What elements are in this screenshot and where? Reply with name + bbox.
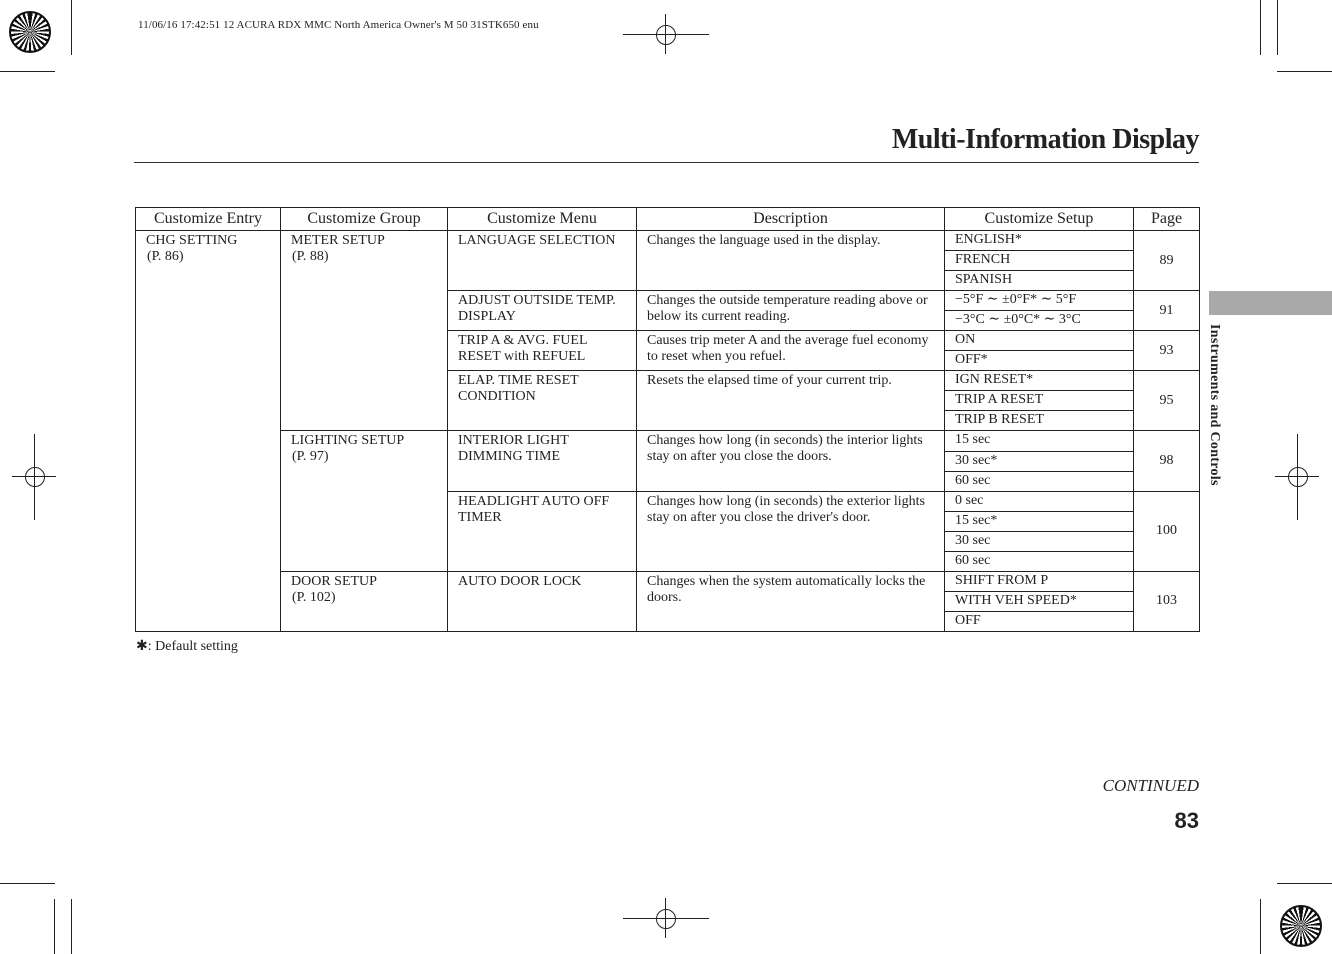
continued-label: CONTINUED (1102, 776, 1199, 795)
group-name: LIGHTING SETUP (291, 433, 405, 449)
description-cell: Changes how long (in seconds) the exterior lights stay on after you close the driver's door. (637, 491, 945, 571)
group-page-ref: (P. 102) (292, 589, 336, 605)
header-description: Description (637, 208, 945, 231)
setup-option: ENGLISH* (945, 231, 1134, 251)
group-cell-meter-setup (281, 231, 448, 431)
page-cell: 95 (1134, 371, 1200, 431)
group-page-ref: (P. 97) (292, 449, 329, 465)
group-name: METER SETUP (291, 233, 385, 248)
header-customize-setup: Customize Setup (945, 208, 1134, 231)
setup-option: FRENCH (945, 251, 1134, 271)
entry-page-ref: (P. 86) (147, 249, 184, 264)
description-cell: Changes how long (in seconds) the interior lights stay on after you close the doors. (637, 431, 945, 491)
header-customize-group: Customize Group (281, 208, 448, 231)
default-setting-footnote: ✱: Default setting (136, 639, 238, 654)
menu-cell: ELAP. TIME RESET CONDITION (448, 371, 637, 431)
setup-option: TRIP B RESET (945, 411, 1134, 431)
menu-cell: INTERIOR LIGHT DIMMING TIME (448, 431, 637, 491)
page-cell: 89 (1134, 231, 1200, 291)
description-cell: Changes when the system automatically locks the doors. (637, 571, 945, 631)
table-row (136, 231, 1200, 251)
setup-option: 30 sec* (945, 451, 1134, 471)
menu-cell: TRIP A & AVG. FUEL RESET with REFUEL (448, 331, 637, 371)
setup-option: SPANISH (945, 271, 1134, 291)
menu-cell: LANGUAGE SELECTION (448, 231, 637, 291)
page-cell: 91 (1134, 291, 1200, 331)
setup-option: 60 sec (945, 551, 1134, 571)
header-customize-entry: Customize Entry (136, 208, 281, 231)
section-tab-label: Instruments and Controls (1207, 324, 1222, 486)
page-cell: 93 (1134, 331, 1200, 371)
setup-option: ON (945, 331, 1134, 351)
page-cell: 98 (1134, 431, 1200, 491)
setup-option: −5°F ∼ ±0°F* ∼ 5°F (945, 291, 1134, 311)
setup-option: −3°C ∼ ±0°C* ∼ 3°C (945, 311, 1134, 331)
menu-cell: HEADLIGHT AUTO OFF TIMER (448, 491, 637, 571)
table-row (136, 571, 1200, 591)
setup-option: 0 sec (945, 491, 1134, 511)
menu-cell: AUTO DOOR LOCK (448, 571, 637, 631)
description-cell: Changes the outside temperature reading above or below its current reading. (637, 291, 945, 331)
table-row (136, 431, 1200, 451)
print-header: 11/06/16 17:42:51 12 ACURA RDX MMC North America Owner's M 50 31STK650 enu (138, 19, 539, 31)
group-cell-lighting-setup (281, 431, 448, 571)
setup-option: OFF* (945, 351, 1134, 371)
description-cell: Causes trip meter A and the average fuel economy to reset when you refuel. (637, 331, 945, 371)
description-cell: Resets the elapsed time of your current trip. (637, 371, 945, 431)
menu-cell: ADJUST OUTSIDE TEMP. DISPLAY (448, 291, 637, 331)
setup-option: 60 sec (945, 471, 1134, 491)
title-rule (134, 162, 1199, 163)
entry-name: CHG SETTING (146, 233, 238, 248)
group-page-ref: (P. 88) (292, 249, 329, 264)
table-header-row (136, 208, 1200, 231)
section-tab (1209, 291, 1332, 315)
setup-option: WITH VEH SPEED* (945, 591, 1134, 611)
setup-option: 30 sec (945, 531, 1134, 551)
setup-option: 15 sec* (945, 511, 1134, 531)
setup-option: IGN RESET* (945, 371, 1134, 391)
group-cell-door-setup (281, 571, 448, 631)
setup-option: 15 sec (945, 431, 1134, 451)
customize-table (135, 207, 1200, 632)
page-number: 83 (1174, 808, 1199, 833)
page-cell: 103 (1134, 571, 1200, 631)
page-cell: 100 (1134, 491, 1200, 571)
group-name: DOOR SETUP (291, 573, 377, 589)
setup-option: SHIFT FROM P (945, 571, 1134, 591)
page-title: Multi-Information Display (891, 124, 1199, 155)
description-cell: Changes the language used in the display. (637, 231, 945, 291)
customize-entry-cell (136, 231, 281, 632)
setup-option: TRIP A RESET (945, 391, 1134, 411)
header-customize-menu: Customize Menu (448, 208, 637, 231)
header-page: Page (1134, 208, 1200, 231)
setup-option: OFF (945, 611, 1134, 631)
